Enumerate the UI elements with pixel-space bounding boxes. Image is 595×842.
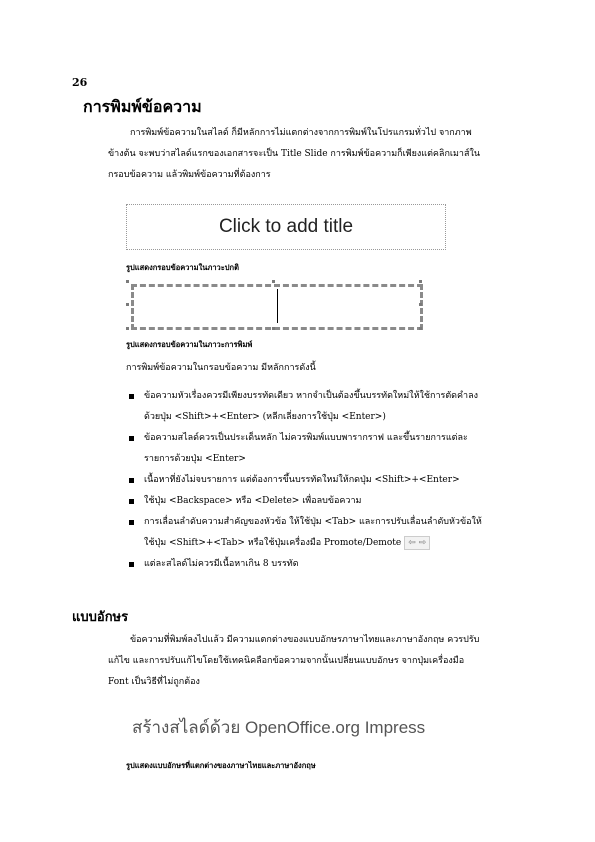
list-item — [126, 554, 486, 575]
list-item-text: ข้อความสไลด์ควรเป็นประเด็นหลัก ไม่ควรพิมพ์แบบพารากราฟ และขึ้นรายการแต่ละรายการด้วยปุ่ม <Enter> — [144, 433, 468, 464]
font-sample-text: สร้างสไลด์ด้วย OpenOffice.org Impress — [132, 718, 426, 737]
resize-handle[interactable] — [419, 327, 422, 330]
list-item-text: แต่ละสไลด์ไม่ควรมีเนื้อหาเกิน 8 บรรทัด — [144, 559, 299, 569]
section-heading: การพิมพ์ข้อความ — [83, 97, 202, 116]
caption-normal-box: รูปแสดงกรอบข้อความในภาวะปกติ — [126, 263, 239, 272]
intro-paragraph: การพิมพ์ข้อความในสไลด์ ก็มีหลักการไม่แตกต่างจากการพิมพ์ในโปรแกรมทั่วไป จากภาพข้างต้น จะพบว่าสไลด์แรกของเอกสารจะเป็น Title Slide การพิมพ์ข้อความก็เพียงแต่คลิกเมาส์ในกรอบข้อความ แล้วพิมพ์ข้อความที่ต้องการ — [108, 128, 481, 180]
list-item-text: ใช้ปุ่ม <Backspace> หรือ <Delete> เพื่อลบข้อความ — [144, 496, 362, 506]
resize-handle[interactable] — [272, 280, 275, 283]
section-heading-fonts: แบบอักษร — [72, 610, 129, 625]
list-item-text: เนื้อหาที่ยังไม่จบรายการ แต่ต้องการขึ้นบรรทัดใหม่ให้กดปุ่ม <Shift>+<Enter> — [144, 475, 460, 485]
resize-handle[interactable] — [419, 280, 422, 283]
resize-handle[interactable] — [126, 303, 129, 306]
principles-list — [126, 386, 486, 575]
resize-handle[interactable] — [126, 280, 129, 283]
list-item-text: ข้อความหัวเรื่องควรมีเพียงบรรทัดเดียว หากจำเป็นต้องขึ้นบรรทัดใหม่ให้ใช้การตัดคำลงด้วยปุ่ม <Shift>+<Enter> (หลีกเลี่ยงการใช้ปุ่ม <Enter>) — [144, 391, 479, 422]
resize-handle[interactable] — [272, 327, 275, 330]
list-item — [126, 386, 486, 428]
caption-font: รูปแสดงแบบอักษรที่แตกต่างของภาษาไทยและภาษาอังกฤษ — [126, 761, 316, 770]
list-item — [126, 428, 486, 470]
caption-editing-box: รูปแสดงกรอบข้อความในภาวะการพิมพ์ — [126, 340, 253, 349]
resize-handle[interactable] — [419, 303, 422, 306]
list-item-text: การเลื่อนลำดับความสำคัญของหัวข้อ ให้ใช้ปุ่ม <Tab> และการปรับเลื่อนลำดับหัวข้อให้ใช้ปุ่ม <Shift>+<Tab> หรือใช้ปุ่มเครื่องมือ Promote/Demote — [144, 517, 482, 548]
principles-intro: การพิมพ์ข้อความในกรอบข้อความ มีหลักการดังนี้ — [126, 363, 316, 373]
list-item — [126, 512, 486, 554]
selection-handles — [126, 280, 422, 330]
font-paragraph: ข้อความที่พิมพ์ลงไปแล้ว มีความแตกต่างของแบบอักษรภาษาไทยและภาษาอังกฤษ ควรปรับแก้ไข และการปรับแก้ไขโดยใช้เทคนิคลือกข้อความจากนั้นเปลี่ยนแบบอักษร จากปุ่มเครื่องมือ Font เป็นวิธีที่ไม่ถูกต้อง — [108, 635, 480, 687]
page-number: 26 — [72, 76, 88, 89]
list-item — [126, 491, 486, 512]
title-placeholder-box[interactable] — [126, 204, 446, 250]
promote-demote-icons: ⇦ ⇨ — [404, 536, 430, 550]
title-placeholder-text: Click to add title — [218, 216, 354, 237]
list-item — [126, 470, 486, 491]
resize-handle[interactable] — [126, 327, 129, 330]
